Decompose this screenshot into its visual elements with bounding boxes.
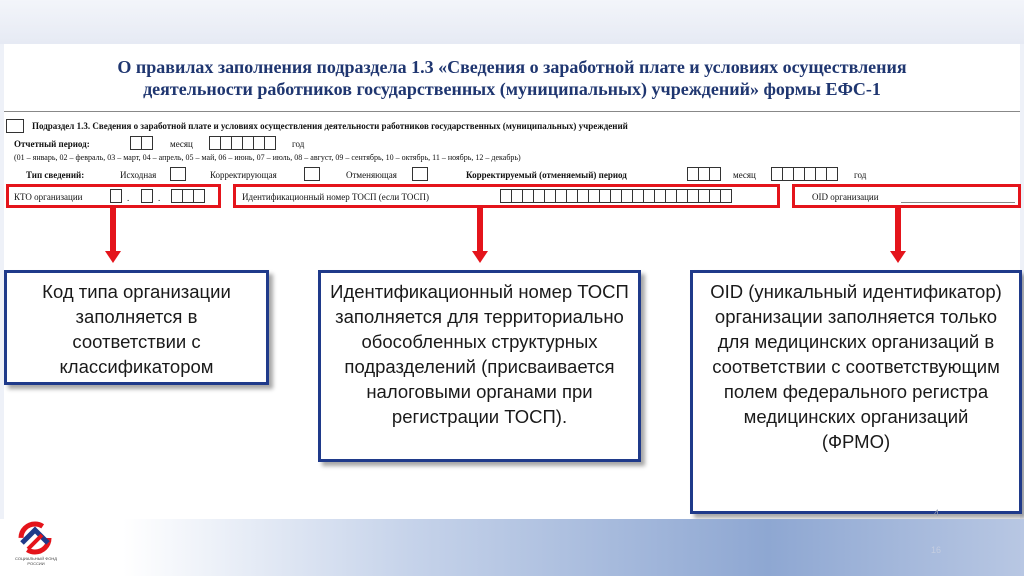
- kto-cells-2[interactable]: [142, 189, 153, 203]
- type-cancelling-checkbox[interactable]: [412, 167, 428, 181]
- type-initial-checkbox[interactable]: [170, 167, 186, 181]
- page-number-faded: 16: [931, 545, 942, 555]
- form-top-rule: [4, 111, 1020, 112]
- oid-input-line[interactable]: [901, 202, 1015, 203]
- callout-tosp: Идентификационный номер ТОСП заполняется для территориально обособленных структурных подразделений (присваивается налоговыми органами при регистрации ТОСП).: [318, 270, 641, 462]
- down-arrow-head-left: [105, 251, 121, 263]
- top-band: [0, 0, 1024, 44]
- title-line-1: О правилах заполнения подраздела 1.3 «Сведения о заработной плате и условиях осуществления: [117, 57, 907, 77]
- corrected-period-label: Корректируемый (отменяемый) период: [466, 170, 627, 180]
- subsection-checkbox[interactable]: [6, 119, 24, 133]
- subsection-header: Подраздел 1.3. Сведения о заработной плате и условиях осуществления деятельности работников государственных (муниципальных) учреждений: [32, 121, 628, 131]
- type-initial-label: Исходная: [120, 170, 157, 180]
- title-line-2: деятельности работников государственных (муниципальных) учреждений» формы ЕФС-1: [143, 79, 881, 99]
- kto-dot-2: .: [158, 193, 161, 203]
- info-type-label: Тип сведений:: [26, 170, 85, 180]
- logo-caption: СОЦИАЛЬНЫЙ ФОНД РОССИИ: [15, 556, 57, 566]
- corrected-year-label: год: [854, 170, 867, 180]
- period-cells[interactable]: [131, 136, 153, 150]
- down-arrow-icon-middle: [477, 208, 483, 253]
- kto-cells-3[interactable]: [172, 189, 205, 203]
- type-cancelling-label: Отменяющая: [346, 170, 397, 180]
- callout-oid: OID (уникальный идентификатор) организации заполняется только для медицинских организаций в соответствии с соответствующим полем федерального регистра медицинских организаций (ФРМО): [690, 270, 1022, 514]
- down-arrow-head-right: [890, 251, 906, 263]
- callout-kto: Код типа организации заполняется в соответствии с классификатором: [4, 270, 269, 385]
- months-legend: (01 – январь, 02 – февраль, 03 – март, 04 – апрель, 05 – май, 06 – июнь, 07 – июль, 08 – август, 09 – сентябрь, 10 – октябрь, 11 – ноябрь, 12 – декабрь): [14, 153, 521, 162]
- corrected-month-label: месяц: [733, 170, 756, 180]
- period-label: Отчетный период:: [14, 139, 90, 149]
- type-corrective-label: Корректирующая: [210, 170, 277, 180]
- kto-cells-1[interactable]: [111, 189, 122, 203]
- corrected-period-cells[interactable]: [688, 167, 721, 181]
- down-arrow-icon-left: [110, 208, 116, 253]
- oid-label: OID организации: [812, 192, 879, 202]
- year-label: год: [292, 139, 305, 149]
- slide: [4, 44, 1020, 519]
- slide-title: [4, 56, 1020, 100]
- corrected-year-cells[interactable]: [772, 167, 838, 181]
- page-number: 4: [934, 508, 940, 518]
- month-label: месяц: [170, 139, 193, 149]
- tosp-cells[interactable]: [501, 189, 732, 203]
- kto-dot-1: .: [127, 193, 130, 203]
- down-arrow-head-middle: [472, 251, 488, 263]
- year-cells[interactable]: [210, 136, 276, 150]
- type-corrective-checkbox[interactable]: [304, 167, 320, 181]
- down-arrow-icon-right: [895, 208, 901, 253]
- kto-label: КТО организации: [14, 192, 83, 202]
- tosp-label: Идентификационный номер ТОСП (если ТОСП): [242, 192, 429, 202]
- bottom-band: [0, 519, 1024, 576]
